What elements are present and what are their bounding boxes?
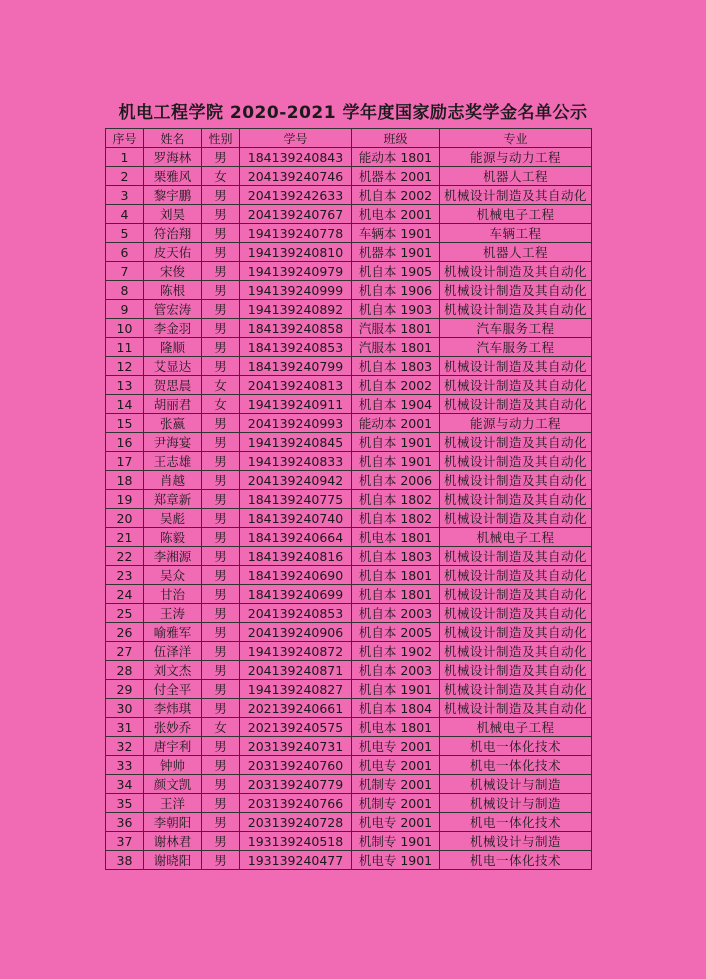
- cell-class: 机制专 1901: [352, 832, 440, 851]
- cell-class: 机自本 1803: [352, 357, 440, 376]
- cell-major: 能源与动力工程: [440, 414, 592, 433]
- table-row: [106, 661, 592, 680]
- cell-gender: 男: [202, 585, 240, 604]
- cell-gender: 男: [202, 642, 240, 661]
- cell-name: 贺思晨: [144, 376, 202, 395]
- cell-gender: 男: [202, 756, 240, 775]
- cell-student-id: 203139240760: [240, 756, 352, 775]
- cell-number: 4: [106, 205, 144, 224]
- table-row: [106, 528, 592, 547]
- cell-class: 机自本 1802: [352, 509, 440, 528]
- cell-name: 陈根: [144, 281, 202, 300]
- cell-number: 15: [106, 414, 144, 433]
- cell-student-id: 203139240731: [240, 737, 352, 756]
- table-row: [106, 813, 592, 832]
- column-header-number: 序号: [106, 129, 144, 148]
- cell-student-id: 184139240699: [240, 585, 352, 604]
- cell-student-id: 204139240906: [240, 623, 352, 642]
- cell-number: 5: [106, 224, 144, 243]
- cell-student-id: 194139240999: [240, 281, 352, 300]
- cell-name: 艾显达: [144, 357, 202, 376]
- cell-gender: 男: [202, 471, 240, 490]
- cell-name: 王涛: [144, 604, 202, 623]
- cell-number: 38: [106, 851, 144, 870]
- cell-student-id: 203139240766: [240, 794, 352, 813]
- cell-class: 机自本 1801: [352, 566, 440, 585]
- cell-number: 9: [106, 300, 144, 319]
- cell-gender: 男: [202, 737, 240, 756]
- cell-major: 机器人工程: [440, 167, 592, 186]
- cell-student-id: 193139240518: [240, 832, 352, 851]
- cell-student-id: 204139240746: [240, 167, 352, 186]
- cell-gender: 男: [202, 186, 240, 205]
- page-title: 机电工程学院 2020-2021 学年度国家励志奖学金名单公示: [118, 103, 588, 123]
- cell-student-id: 204139240993: [240, 414, 352, 433]
- table-row: [106, 186, 592, 205]
- table-row: [106, 300, 592, 319]
- cell-gender: 男: [202, 794, 240, 813]
- cell-class: 机自本 1803: [352, 547, 440, 566]
- cell-class: 机自本 1901: [352, 433, 440, 452]
- cell-student-id: 184139240816: [240, 547, 352, 566]
- cell-number: 31: [106, 718, 144, 737]
- cell-major: 机械设计与制造: [440, 775, 592, 794]
- cell-name: 肖越: [144, 471, 202, 490]
- cell-name: 吴众: [144, 566, 202, 585]
- cell-name: 谢晓阳: [144, 851, 202, 870]
- table-row: [106, 794, 592, 813]
- column-header-gender: 性别: [202, 129, 240, 148]
- cell-student-id: 203139240779: [240, 775, 352, 794]
- table-row: [106, 148, 592, 167]
- cell-gender: 男: [202, 205, 240, 224]
- cell-number: 34: [106, 775, 144, 794]
- cell-class: 机自本 1905: [352, 262, 440, 281]
- cell-number: 6: [106, 243, 144, 262]
- cell-name: 陈毅: [144, 528, 202, 547]
- table-row: [106, 243, 592, 262]
- cell-major: 机械设计制造及其自动化: [440, 281, 592, 300]
- cell-class: 机自本 1801: [352, 585, 440, 604]
- cell-name: 王洋: [144, 794, 202, 813]
- cell-student-id: 194139240892: [240, 300, 352, 319]
- cell-class: 机自本 1901: [352, 680, 440, 699]
- cell-student-id: 194139240872: [240, 642, 352, 661]
- cell-major: 机械设计制造及其自动化: [440, 452, 592, 471]
- cell-gender: 男: [202, 775, 240, 794]
- table-row: [106, 205, 592, 224]
- table-row: [106, 414, 592, 433]
- cell-number: 17: [106, 452, 144, 471]
- cell-number: 22: [106, 547, 144, 566]
- column-header-name: 姓名: [144, 129, 202, 148]
- cell-name: 王志雄: [144, 452, 202, 471]
- cell-name: 胡丽君: [144, 395, 202, 414]
- cell-gender: 男: [202, 281, 240, 300]
- cell-student-id: 194139240979: [240, 262, 352, 281]
- cell-name: 李湘源: [144, 547, 202, 566]
- table-row: [106, 642, 592, 661]
- table-header-row: [106, 129, 592, 148]
- cell-class: 机制专 2001: [352, 794, 440, 813]
- cell-class: 机自本 2005: [352, 623, 440, 642]
- cell-student-id: 194139240778: [240, 224, 352, 243]
- cell-number: 35: [106, 794, 144, 813]
- cell-gender: 男: [202, 357, 240, 376]
- cell-major: 机械设计制造及其自动化: [440, 604, 592, 623]
- cell-gender: 男: [202, 547, 240, 566]
- table-row: [106, 395, 592, 414]
- cell-gender: 男: [202, 243, 240, 262]
- cell-major: 机械设计制造及其自动化: [440, 262, 592, 281]
- cell-major: 机械设计制造及其自动化: [440, 547, 592, 566]
- cell-major: 机械设计制造及其自动化: [440, 471, 592, 490]
- cell-class: 机电本 2001: [352, 205, 440, 224]
- cell-number: 12: [106, 357, 144, 376]
- cell-gender: 男: [202, 661, 240, 680]
- table-row: [106, 775, 592, 794]
- cell-number: 14: [106, 395, 144, 414]
- cell-gender: 男: [202, 680, 240, 699]
- cell-name: 符治翔: [144, 224, 202, 243]
- cell-gender: 男: [202, 604, 240, 623]
- cell-major: 能源与动力工程: [440, 148, 592, 167]
- cell-class: 机自本 1804: [352, 699, 440, 718]
- cell-number: 23: [106, 566, 144, 585]
- cell-number: 27: [106, 642, 144, 661]
- cell-gender: 男: [202, 851, 240, 870]
- cell-gender: 女: [202, 395, 240, 414]
- cell-number: 11: [106, 338, 144, 357]
- cell-gender: 男: [202, 490, 240, 509]
- table-row: [106, 680, 592, 699]
- cell-number: 20: [106, 509, 144, 528]
- cell-major: 机械设计制造及其自动化: [440, 661, 592, 680]
- cell-major: 机电一体化技术: [440, 813, 592, 832]
- table-row: [106, 509, 592, 528]
- table-row: [106, 832, 592, 851]
- cell-number: 21: [106, 528, 144, 547]
- table-row: [106, 167, 592, 186]
- table-row: [106, 319, 592, 338]
- cell-class: 机自本 1802: [352, 490, 440, 509]
- cell-name: 罗海林: [144, 148, 202, 167]
- column-header-class: 班级: [352, 129, 440, 148]
- cell-class: 机自本 1901: [352, 452, 440, 471]
- cell-name: 谢林君: [144, 832, 202, 851]
- cell-number: 1: [106, 148, 144, 167]
- cell-student-id: 204139240813: [240, 376, 352, 395]
- table-row: [106, 452, 592, 471]
- cell-gender: 女: [202, 167, 240, 186]
- cell-number: 24: [106, 585, 144, 604]
- cell-student-id: 204139240942: [240, 471, 352, 490]
- cell-student-id: 184139240664: [240, 528, 352, 547]
- cell-student-id: 184139240858: [240, 319, 352, 338]
- cell-class: 机电本 1801: [352, 528, 440, 547]
- cell-name: 张嬴: [144, 414, 202, 433]
- cell-student-id: 194139240827: [240, 680, 352, 699]
- table-row: [106, 566, 592, 585]
- cell-major: 机械设计与制造: [440, 794, 592, 813]
- scholarship-table: [105, 128, 592, 870]
- cell-major: 机器人工程: [440, 243, 592, 262]
- cell-number: 2: [106, 167, 144, 186]
- cell-major: 机械设计制造及其自动化: [440, 433, 592, 452]
- cell-class: 机自本 2002: [352, 376, 440, 395]
- table-row: [106, 718, 592, 737]
- cell-class: 机自本 1903: [352, 300, 440, 319]
- cell-name: 尹海宴: [144, 433, 202, 452]
- cell-major: 机械设计制造及其自动化: [440, 357, 592, 376]
- cell-class: 机自本 1904: [352, 395, 440, 414]
- cell-major: 机械电子工程: [440, 718, 592, 737]
- cell-major: 机电一体化技术: [440, 737, 592, 756]
- cell-student-id: 202139240575: [240, 718, 352, 737]
- table-row: [106, 281, 592, 300]
- cell-student-id: 204139240853: [240, 604, 352, 623]
- cell-gender: 男: [202, 623, 240, 642]
- cell-number: 29: [106, 680, 144, 699]
- cell-major: 机电一体化技术: [440, 851, 592, 870]
- cell-gender: 男: [202, 433, 240, 452]
- cell-major: 机械设计制造及其自动化: [440, 585, 592, 604]
- cell-name: 刘文杰: [144, 661, 202, 680]
- cell-student-id: 204139240871: [240, 661, 352, 680]
- cell-name: 郑章新: [144, 490, 202, 509]
- cell-class: 机自本 2003: [352, 661, 440, 680]
- cell-number: 18: [106, 471, 144, 490]
- cell-number: 32: [106, 737, 144, 756]
- table-row: [106, 490, 592, 509]
- cell-student-id: 204139242633: [240, 186, 352, 205]
- cell-class: 能动本 1801: [352, 148, 440, 167]
- cell-number: 7: [106, 262, 144, 281]
- cell-student-id: 194139240833: [240, 452, 352, 471]
- cell-name: 张妙乔: [144, 718, 202, 737]
- cell-name: 隆顺: [144, 338, 202, 357]
- cell-gender: 男: [202, 528, 240, 547]
- cell-number: 19: [106, 490, 144, 509]
- cell-class: 机电专 2001: [352, 756, 440, 775]
- cell-major: 机械设计制造及其自动化: [440, 509, 592, 528]
- table-row: [106, 699, 592, 718]
- cell-student-id: 193139240477: [240, 851, 352, 870]
- cell-number: 10: [106, 319, 144, 338]
- table-row: [106, 471, 592, 490]
- cell-class: 机器本 2001: [352, 167, 440, 186]
- cell-class: 机自本 2002: [352, 186, 440, 205]
- cell-name: 皮天佑: [144, 243, 202, 262]
- cell-class: 机电本 1801: [352, 718, 440, 737]
- cell-name: 栗雅风: [144, 167, 202, 186]
- cell-class: 机器本 1901: [352, 243, 440, 262]
- cell-gender: 男: [202, 148, 240, 167]
- cell-gender: 男: [202, 414, 240, 433]
- table-row: [106, 756, 592, 775]
- column-header-major: 专业: [440, 129, 592, 148]
- cell-gender: 男: [202, 262, 240, 281]
- cell-student-id: 194139240810: [240, 243, 352, 262]
- cell-number: 3: [106, 186, 144, 205]
- cell-major: 机械设计制造及其自动化: [440, 642, 592, 661]
- cell-name: 李金羽: [144, 319, 202, 338]
- cell-gender: 男: [202, 699, 240, 718]
- cell-major: 机械设计制造及其自动化: [440, 395, 592, 414]
- cell-student-id: 184139240843: [240, 148, 352, 167]
- cell-gender: 男: [202, 319, 240, 338]
- cell-major: 机电一体化技术: [440, 756, 592, 775]
- cell-name: 李朝阳: [144, 813, 202, 832]
- cell-student-id: 184139240799: [240, 357, 352, 376]
- cell-name: 颜文凯: [144, 775, 202, 794]
- cell-major: 机械电子工程: [440, 528, 592, 547]
- table-row: [106, 623, 592, 642]
- cell-number: 25: [106, 604, 144, 623]
- cell-gender: 男: [202, 813, 240, 832]
- cell-student-id: 204139240767: [240, 205, 352, 224]
- cell-name: 管宏涛: [144, 300, 202, 319]
- cell-number: 36: [106, 813, 144, 832]
- cell-gender: 男: [202, 452, 240, 471]
- cell-major: 机械电子工程: [440, 205, 592, 224]
- cell-gender: 男: [202, 300, 240, 319]
- table-row: [106, 376, 592, 395]
- cell-number: 30: [106, 699, 144, 718]
- cell-class: 机电专 1901: [352, 851, 440, 870]
- table-row: [106, 262, 592, 281]
- cell-major: 汽车服务工程: [440, 338, 592, 357]
- cell-major: 机械设计制造及其自动化: [440, 490, 592, 509]
- cell-major: 机械设计制造及其自动化: [440, 566, 592, 585]
- cell-student-id: 184139240775: [240, 490, 352, 509]
- cell-class: 机制专 2001: [352, 775, 440, 794]
- cell-name: 甘治: [144, 585, 202, 604]
- cell-class: 机电专 2001: [352, 813, 440, 832]
- cell-major: 机械设计制造及其自动化: [440, 699, 592, 718]
- column-header-student-id: 学号: [240, 129, 352, 148]
- table-row: [106, 547, 592, 566]
- table-row: [106, 357, 592, 376]
- cell-major: 汽车服务工程: [440, 319, 592, 338]
- cell-class: 机电专 2001: [352, 737, 440, 756]
- cell-class: 机自本 2006: [352, 471, 440, 490]
- cell-student-id: 184139240690: [240, 566, 352, 585]
- cell-name: 宋俊: [144, 262, 202, 281]
- cell-major: 机械设计制造及其自动化: [440, 623, 592, 642]
- table-body: [106, 148, 592, 870]
- cell-gender: 男: [202, 224, 240, 243]
- cell-class: 车辆本 1901: [352, 224, 440, 243]
- cell-gender: 女: [202, 718, 240, 737]
- cell-name: 黎宇鹏: [144, 186, 202, 205]
- table-row: [106, 338, 592, 357]
- cell-number: 8: [106, 281, 144, 300]
- table-row: [106, 585, 592, 604]
- cell-major: 机械设计制造及其自动化: [440, 186, 592, 205]
- cell-number: 26: [106, 623, 144, 642]
- cell-name: 刘昊: [144, 205, 202, 224]
- cell-name: 唐宇利: [144, 737, 202, 756]
- cell-number: 28: [106, 661, 144, 680]
- cell-gender: 男: [202, 338, 240, 357]
- cell-name: 伍泽洋: [144, 642, 202, 661]
- table-row: [106, 224, 592, 243]
- cell-student-id: 202139240661: [240, 699, 352, 718]
- cell-gender: 男: [202, 509, 240, 528]
- cell-gender: 女: [202, 376, 240, 395]
- table-row: [106, 737, 592, 756]
- cell-name: 喻雅军: [144, 623, 202, 642]
- cell-number: 37: [106, 832, 144, 851]
- cell-gender: 男: [202, 832, 240, 851]
- cell-number: 16: [106, 433, 144, 452]
- cell-student-id: 184139240853: [240, 338, 352, 357]
- cell-major: 机械设计制造及其自动化: [440, 680, 592, 699]
- cell-name: 李炜琪: [144, 699, 202, 718]
- cell-major: 机械设计与制造: [440, 832, 592, 851]
- cell-major: 机械设计制造及其自动化: [440, 376, 592, 395]
- cell-class: 机自本 1906: [352, 281, 440, 300]
- table-row: [106, 851, 592, 870]
- cell-student-id: 194139240911: [240, 395, 352, 414]
- cell-class: 机自本 2003: [352, 604, 440, 623]
- table-row: [106, 604, 592, 623]
- cell-major: 机械设计制造及其自动化: [440, 300, 592, 319]
- table-row: [106, 433, 592, 452]
- cell-class: 汽服本 1801: [352, 338, 440, 357]
- cell-major: 车辆工程: [440, 224, 592, 243]
- cell-class: 汽服本 1801: [352, 319, 440, 338]
- cell-student-id: 194139240845: [240, 433, 352, 452]
- cell-student-id: 184139240740: [240, 509, 352, 528]
- cell-student-id: 203139240728: [240, 813, 352, 832]
- cell-name: 钟帅: [144, 756, 202, 775]
- cell-name: 吴彪: [144, 509, 202, 528]
- cell-class: 能动本 2001: [352, 414, 440, 433]
- cell-name: 付全平: [144, 680, 202, 699]
- cell-number: 13: [106, 376, 144, 395]
- cell-number: 33: [106, 756, 144, 775]
- cell-class: 机自本 1902: [352, 642, 440, 661]
- cell-gender: 男: [202, 566, 240, 585]
